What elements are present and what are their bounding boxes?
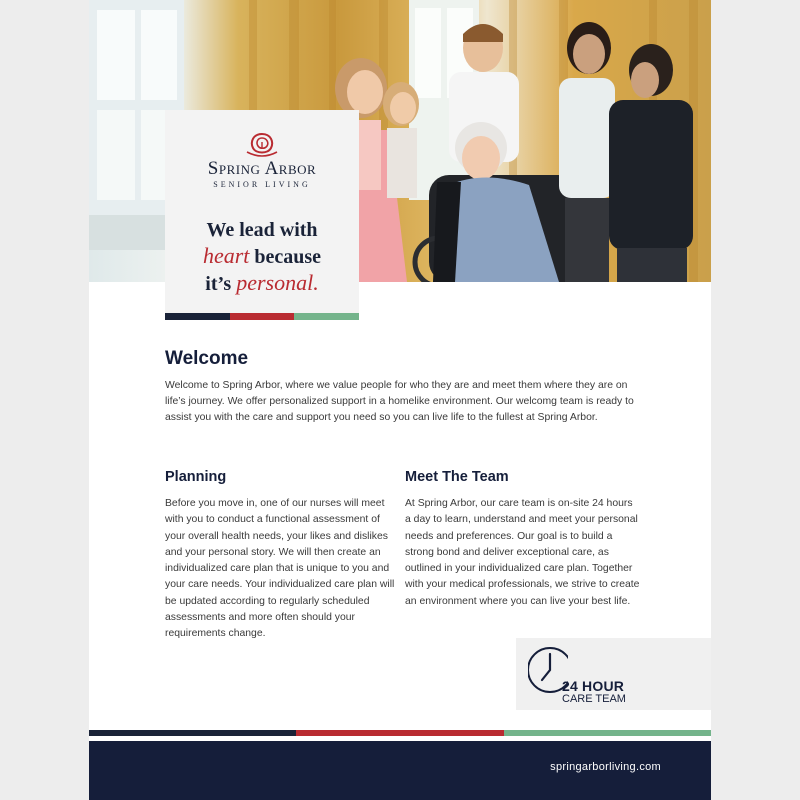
planning-body: Before you move in, one of our nurses will meet with you to conduct a functional assessment of your overall health needs, your likes and dislikes and your personal story. We will then create an individualized care plan that is unique to you and your care needs. Your individualized care plan will be updated according to regularly scheduled assessments and more often should your requirements change. — [165, 498, 395, 640]
team-heading: Meet The Team — [405, 469, 509, 485]
tagline-because: because — [249, 246, 322, 268]
stripe-red — [230, 313, 295, 320]
bottom-stripe-green — [504, 730, 711, 736]
stripe-green — [294, 313, 359, 320]
care-team-badge — [516, 638, 711, 710]
badge-care-team: CARE TEAM — [562, 693, 626, 705]
tagline-its: it’s — [205, 273, 237, 295]
brand-name: Spring Arbor — [207, 158, 317, 179]
logo-card — [165, 110, 359, 320]
stripe-navy — [165, 313, 230, 320]
bottom-stripe-navy — [89, 730, 296, 736]
badge-24-hour: 24 HOUR — [562, 678, 625, 694]
tagline-line-1: We lead with — [206, 219, 318, 241]
tagline — [165, 218, 359, 297]
website-link[interactable]: springarborliving.com — [550, 761, 661, 773]
tagline-personal: personal. — [236, 270, 319, 295]
bottom-color-stripe — [89, 730, 711, 736]
welcome-heading: Welcome — [165, 348, 249, 369]
brand-subtitle: SENIOR LIVING — [213, 180, 311, 189]
bottom-stripe-red — [296, 730, 503, 736]
rose-logo-icon — [243, 130, 281, 160]
tagline-line-3 — [165, 270, 359, 297]
card-color-stripe — [165, 313, 359, 320]
footer-bar — [89, 741, 711, 800]
tagline-heart: heart — [202, 243, 250, 268]
team-body: At Spring Arbor, our care team is on-site 24 hours a day to learn, understand and meet your personal needs and preferences. Our goal is to build a strong bond and deliver exceptional care, as outlined in your individualized care plan. Together with your medical professionals, we strive to create an environment where you can live your best life. — [405, 498, 640, 607]
planning-heading: Planning — [165, 469, 227, 485]
tagline-line-2 — [165, 243, 359, 270]
welcome-body: Welcome to Spring Arbor, where we value people for who they are and meet them where they are on life’s journey. We offer personalized support in a homelike environment. Our welcomg team is ready to assist you with the care and support you need so you can live life to the fullest at Spring Arbor. — [165, 380, 634, 423]
brochure-page — [89, 0, 711, 800]
